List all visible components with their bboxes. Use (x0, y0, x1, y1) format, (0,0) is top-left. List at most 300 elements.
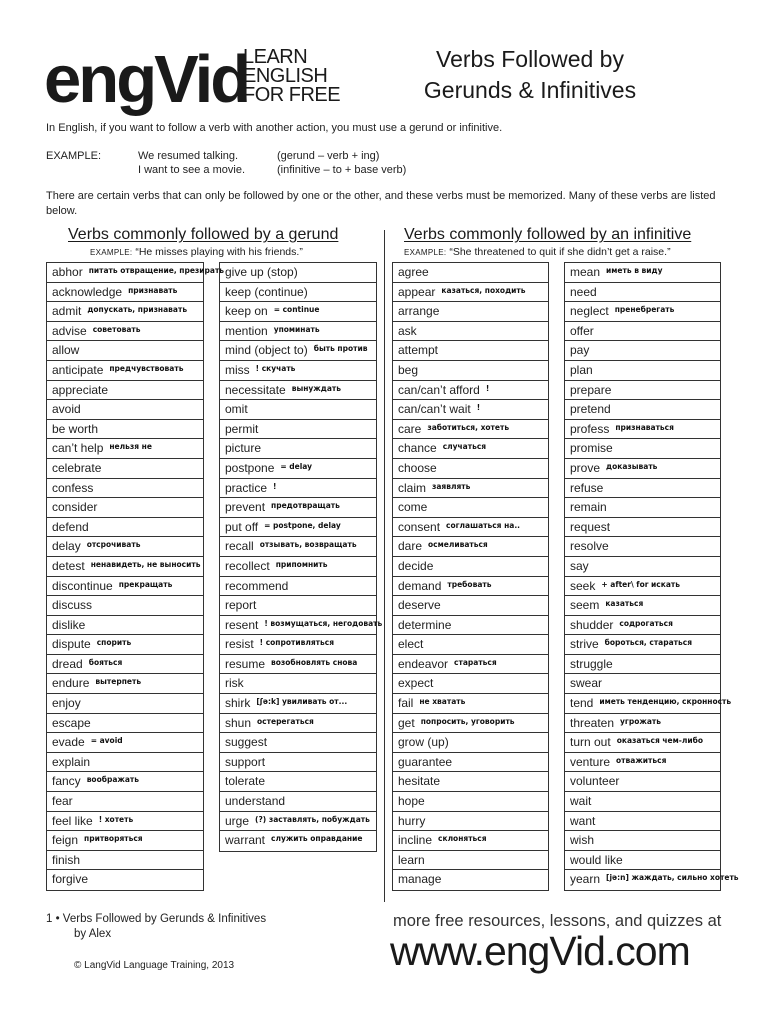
verb-text: request (570, 519, 611, 534)
verb-text: defend (52, 519, 89, 534)
handwritten-note: предчувствовать (109, 363, 184, 373)
verb-text: promise (570, 441, 613, 456)
handwritten-note: быть против (313, 344, 368, 354)
verb-row (47, 341, 203, 361)
example-sentence: We resumed talking. (138, 150, 239, 162)
verb-text: mind (object to) (225, 343, 308, 358)
verb-row (220, 792, 376, 812)
verb-row (220, 694, 376, 714)
verb-row (565, 851, 720, 871)
verb-text: warrant (225, 833, 266, 848)
title-line: Gerunds & Infinitives (423, 77, 637, 103)
verb-text: fail (398, 696, 414, 711)
gerund-example (90, 246, 303, 258)
column-divider (384, 230, 385, 902)
verb-text: turn out (570, 735, 611, 750)
verb-text: resolve (570, 539, 609, 554)
verb-row (47, 439, 203, 459)
handwritten-note: отзывать, возвращать (259, 540, 357, 550)
verb-text: appreciate (52, 382, 109, 397)
handwritten-note: ! (476, 403, 481, 413)
verb-row (393, 851, 548, 871)
verb-text: demand (398, 578, 442, 593)
verb-text: deserve (398, 598, 441, 613)
verb-text: strive (570, 637, 599, 652)
handwritten-note: припомнить (275, 559, 328, 569)
verb-text: support (225, 754, 266, 769)
verb-text: elect (398, 637, 424, 652)
verb-row (565, 596, 720, 616)
verb-row (393, 498, 548, 518)
handwritten-note: советовать (92, 324, 141, 334)
handwritten-note: осмеливаться (428, 540, 488, 550)
verb-text: fear (52, 794, 73, 809)
handwritten-note: склоняться (438, 834, 487, 844)
verb-text: evade (52, 735, 85, 750)
verb-text: remain (570, 500, 607, 515)
verb-text: mention (225, 323, 268, 338)
handwritten-note: вытерпеть (95, 677, 142, 687)
verb-row (393, 341, 548, 361)
verb-text: seem (570, 598, 600, 613)
infinitive-list-2 (564, 262, 739, 891)
handwritten-note: предотвращать (271, 501, 340, 511)
verb-row (47, 694, 203, 714)
verb-row (565, 616, 720, 636)
handwritten-note: иметь в виду (606, 266, 663, 275)
example-explanation: (gerund – verb + ing) (277, 150, 380, 162)
verb-text: would like (570, 852, 623, 867)
verb-row (47, 851, 203, 871)
verb-text: endure (52, 676, 90, 691)
example-sentence: “She threatened to quit if she didn’t get a raise.” (449, 246, 671, 258)
handwritten-note: казаться, походить (441, 285, 526, 295)
verb-text: get (398, 715, 415, 730)
handwritten-note: отважиться (616, 755, 667, 765)
verb-text: appear (398, 284, 436, 299)
verb-row (47, 635, 203, 655)
handwritten-note: = continue (273, 305, 320, 315)
verb-text: detest (52, 558, 85, 573)
verb-row (565, 870, 739, 890)
verb-row (220, 674, 376, 694)
verb-row (393, 400, 548, 420)
verb-row (565, 341, 720, 361)
site-url[interactable]: www.engVid.com (390, 928, 690, 974)
example-sentence: “He misses playing with his friends.” (135, 246, 303, 258)
verb-row (393, 459, 548, 479)
handwritten-note: ! возмущаться, негодовать (264, 618, 383, 628)
verb-text: threaten (570, 715, 615, 730)
verb-row (565, 753, 720, 773)
verb-text: come (398, 500, 428, 515)
verb-text: consider (52, 500, 98, 515)
verb-text: refuse (570, 480, 604, 495)
gerund-list-2 (219, 262, 383, 852)
verb-row (47, 361, 203, 381)
handwritten-note: заботиться, хотеть (427, 422, 510, 432)
verb-row (220, 557, 376, 577)
verb-text: can/can’t afford (398, 382, 480, 397)
handwritten-note: ! скучать (255, 363, 296, 373)
verb-row (393, 420, 548, 440)
verb-row (47, 283, 203, 303)
verb-row (47, 420, 203, 440)
verb-row (47, 616, 203, 636)
verb-row (565, 694, 732, 714)
verb-text: avoid (52, 402, 81, 417)
verb-text: prevent (225, 500, 266, 515)
verb-row (220, 302, 376, 322)
verb-text: manage (398, 872, 442, 887)
verb-text: recall (225, 539, 254, 554)
verb-text: acknowledge (52, 284, 123, 299)
verb-row (565, 772, 720, 792)
verb-text: discontinue (52, 578, 113, 593)
verb-text: care (398, 421, 422, 436)
verb-text: learn (398, 852, 425, 867)
verb-text: prove (570, 460, 601, 475)
handwritten-note: пренебрегать (614, 305, 675, 315)
verb-row (393, 263, 548, 283)
verb-row (393, 537, 548, 557)
verb-text: attempt (398, 343, 439, 358)
verb-text: endeavor (398, 656, 449, 671)
verb-text: mean (570, 265, 601, 279)
verb-text: shirk (225, 696, 251, 711)
handwritten-note: ! (273, 481, 277, 491)
tagline-line: FOR FREE (243, 84, 341, 106)
verb-row (47, 498, 203, 518)
verb-row (47, 753, 203, 773)
handwritten-note: воображать (86, 775, 140, 785)
handwritten-note: оказаться чем-либо (616, 736, 704, 746)
verb-text: plan (570, 362, 593, 377)
verb-row (565, 400, 720, 420)
verb-row (565, 283, 720, 303)
handwritten-note: остерегаться (257, 716, 314, 726)
verb-text: guarantee (398, 754, 453, 769)
example-explanation: (infinitive – to + base verb) (277, 164, 407, 176)
verb-text: admit (52, 304, 82, 319)
verb-row (393, 674, 548, 694)
verb-text: seek (570, 578, 596, 593)
verb-text: grow (up) (398, 735, 449, 750)
verb-text: omit (225, 402, 248, 417)
verb-row (220, 635, 376, 655)
verb-text: escape (52, 715, 91, 730)
verb-row (220, 381, 376, 401)
logo-tagline (243, 48, 340, 105)
handwritten-note: нельзя не (109, 442, 152, 452)
verb-row (393, 831, 548, 851)
verb-row (393, 635, 548, 655)
handwritten-note: ! хотеть (98, 814, 134, 824)
verb-row (47, 577, 203, 597)
verb-text: pay (570, 343, 590, 358)
verb-text: anticipate (52, 362, 104, 377)
verb-row (565, 831, 720, 851)
verb-row (220, 831, 376, 851)
verb-text: report (225, 598, 257, 613)
verb-text: dispute (52, 637, 91, 652)
verb-text: recollect (225, 558, 270, 573)
verb-row (393, 381, 548, 401)
verb-row (220, 753, 376, 773)
handwritten-note: случаться (442, 442, 487, 452)
verb-row (393, 518, 548, 538)
verb-row (220, 733, 376, 753)
verb-text: finish (52, 852, 81, 867)
handwritten-note: содрогаться (619, 618, 673, 628)
verb-text: risk (225, 676, 244, 691)
verb-row (220, 616, 383, 636)
verb-row (220, 537, 376, 557)
verb-text: determine (398, 617, 452, 632)
verb-text: yearn (570, 872, 601, 887)
verb-text: chance (398, 441, 437, 456)
handwritten-note: стараться (454, 657, 497, 667)
verb-text: suggest (225, 735, 268, 750)
handwritten-note: признаваться (615, 422, 674, 432)
verb-text: delay (52, 539, 81, 554)
verb-text: hurry (398, 813, 426, 828)
logo-word: engVid (44, 42, 249, 117)
verb-row (393, 870, 548, 890)
handwritten-note: не хватать (419, 697, 466, 707)
verb-text: need (570, 284, 597, 299)
handwritten-note: казаться (605, 599, 644, 609)
verb-row (565, 577, 720, 597)
verb-row (393, 655, 548, 675)
verb-row (393, 753, 548, 773)
handwritten-note: бояться (88, 657, 123, 667)
verb-row (47, 381, 203, 401)
handwritten-note: попросить, уговорить (420, 716, 515, 726)
verb-text: practice (225, 480, 268, 495)
verb-row (565, 518, 720, 538)
verb-text: urge (225, 813, 250, 828)
verb-row (220, 518, 376, 538)
verb-text: choose (398, 460, 437, 475)
page-line: 1 • Verbs Followed by Gerunds & Infinitives (46, 913, 267, 925)
verb-text: tolerate (225, 774, 266, 789)
infinitive-list-1 (392, 262, 549, 891)
verb-text: forgive (52, 872, 89, 887)
verb-row (220, 361, 376, 381)
handwritten-note: прекращать (118, 579, 173, 589)
verb-text: volunteer (570, 774, 620, 789)
verb-row (220, 420, 376, 440)
verb-text: expect (398, 676, 434, 691)
verb-row (220, 812, 376, 832)
verb-text: say (570, 558, 589, 573)
handwritten-note: отсрочивать (86, 540, 141, 550)
verb-row (47, 714, 203, 734)
verb-row (220, 459, 376, 479)
verb-row (47, 557, 203, 577)
verb-row (393, 694, 548, 714)
handwritten-note: соглашаться на.. (446, 520, 521, 530)
verb-row (393, 714, 548, 734)
verb-row (220, 341, 376, 361)
verb-text: can’t help (52, 441, 104, 456)
verb-row (565, 420, 720, 440)
verb-text: neglect (570, 304, 609, 319)
handwritten-note: доказывать (606, 461, 658, 471)
handwritten-note: [ʃə:k] увиливать от... (256, 697, 348, 707)
handwritten-note: угрожать (620, 716, 661, 726)
verb-row (565, 361, 720, 381)
verb-row (47, 733, 203, 753)
verb-text: wait (570, 794, 592, 809)
verb-text: venture (570, 754, 611, 769)
verb-row (47, 479, 203, 499)
verb-row (565, 381, 720, 401)
verb-row (393, 616, 548, 636)
intro-text: In English, if you want to follow a verb with another action, you must use a gerund or infinitive. (46, 122, 503, 134)
verb-text: feign (52, 833, 79, 848)
handwritten-note: = avoid (90, 736, 123, 746)
verb-text: hope (398, 794, 425, 809)
verb-text: dread (52, 656, 83, 671)
verb-text: shudder (570, 617, 614, 632)
verb-row (220, 577, 376, 597)
verb-row (565, 733, 720, 753)
verb-text: keep (continue) (225, 284, 308, 299)
verb-text: abhor (52, 265, 83, 279)
verb-text: understand (225, 794, 286, 809)
handwritten-note: упоминать (273, 324, 320, 334)
verb-row (565, 459, 720, 479)
verb-row (220, 439, 376, 459)
verb-row (393, 812, 548, 832)
verb-row (47, 812, 203, 832)
tagline-line: ENGLISH (243, 65, 328, 87)
verb-text: put off (225, 519, 259, 534)
verb-row (565, 302, 720, 322)
verb-text: tend (570, 696, 594, 711)
verb-row (47, 322, 203, 342)
handwritten-note: = postpone, delay (264, 520, 341, 530)
example-label: EXAMPLE: (90, 248, 133, 257)
verb-row (47, 792, 203, 812)
verb-row (220, 400, 376, 420)
verb-row (393, 322, 548, 342)
handwritten-note: требовать (447, 579, 492, 589)
verb-text: recommend (225, 578, 289, 593)
verb-text: wish (570, 833, 595, 848)
verb-row (220, 322, 376, 342)
verb-text: celebrate (52, 460, 102, 475)
verb-text: hesitate (398, 774, 441, 789)
verb-text: beg (398, 362, 419, 377)
verb-row (393, 557, 548, 577)
verb-text: advise (52, 323, 87, 338)
verb-text: shun (225, 715, 252, 730)
verb-text: dare (398, 539, 423, 554)
infinitive-example (404, 246, 671, 258)
verb-row (393, 596, 548, 616)
gerund-list-1 (46, 262, 225, 891)
verb-row (393, 733, 548, 753)
verb-text: enjoy (52, 696, 81, 711)
verb-row (565, 537, 720, 557)
verb-text: agree (398, 265, 429, 279)
verb-text: resent (225, 617, 259, 632)
verb-row (393, 577, 548, 597)
verb-row (565, 498, 720, 518)
verb-row (220, 498, 376, 518)
verb-row (47, 831, 203, 851)
verb-text: arrange (398, 304, 440, 319)
verb-row (565, 674, 720, 694)
verb-text: offer (570, 323, 594, 338)
verb-row (565, 792, 720, 812)
verb-row (220, 655, 376, 675)
verb-row (47, 302, 203, 322)
page-title (392, 44, 668, 106)
verb-row (393, 302, 548, 322)
verb-row (565, 557, 720, 577)
verb-text: dislike (52, 617, 86, 632)
handwritten-note: ! сопротивляться (259, 638, 335, 648)
verb-text: postpone (225, 460, 275, 475)
verb-row (393, 772, 548, 792)
verb-row (47, 537, 203, 557)
verb-text: prepare (570, 382, 612, 397)
title-line: Verbs Followed by (436, 46, 624, 72)
verb-row (220, 263, 376, 283)
verb-row (565, 655, 720, 675)
example-label: EXAMPLE: (46, 150, 102, 162)
verb-row (393, 439, 548, 459)
resources-text: more free resources, lessons, and quizzes at (393, 912, 722, 930)
verb-text: pretend (570, 402, 611, 417)
verb-row (565, 812, 720, 832)
gerund-heading: Verbs commonly followed by a gerund (68, 226, 339, 243)
verb-row (565, 714, 720, 734)
handwritten-note: [jə:n] жаждать, сильно хотеть (606, 873, 739, 883)
handwritten-note: спорить (96, 638, 132, 648)
handwritten-note: служить оправдание (271, 834, 363, 844)
handwritten-note: питать отвращение, презирать (88, 266, 225, 275)
handwritten-note: + after\ for искать (601, 579, 680, 589)
verb-text: fancy (52, 774, 81, 789)
byline: by Alex (74, 928, 112, 940)
handwritten-note: заявлять (432, 481, 471, 491)
verb-text: decide (398, 558, 434, 573)
handwritten-note: = delay (280, 461, 313, 471)
infinitive-heading: Verbs commonly followed by an infinitive (404, 226, 692, 243)
verb-row (47, 870, 203, 890)
verb-row (47, 459, 203, 479)
verb-row (220, 479, 376, 499)
verb-text: keep on (225, 304, 268, 319)
verb-text: explain (52, 754, 91, 769)
verb-row (47, 263, 225, 283)
handwritten-note: допускать, признавать (87, 305, 188, 315)
footer-page-info (46, 912, 266, 942)
verb-text: ask (398, 323, 417, 338)
verb-row (393, 479, 548, 499)
verb-text: be worth (52, 421, 99, 436)
verb-row (393, 283, 548, 303)
verb-row (565, 439, 720, 459)
verb-text: confess (52, 480, 94, 495)
verb-text: swear (570, 676, 603, 691)
copyright: © LangVid Language Training, 2013 (74, 960, 235, 971)
